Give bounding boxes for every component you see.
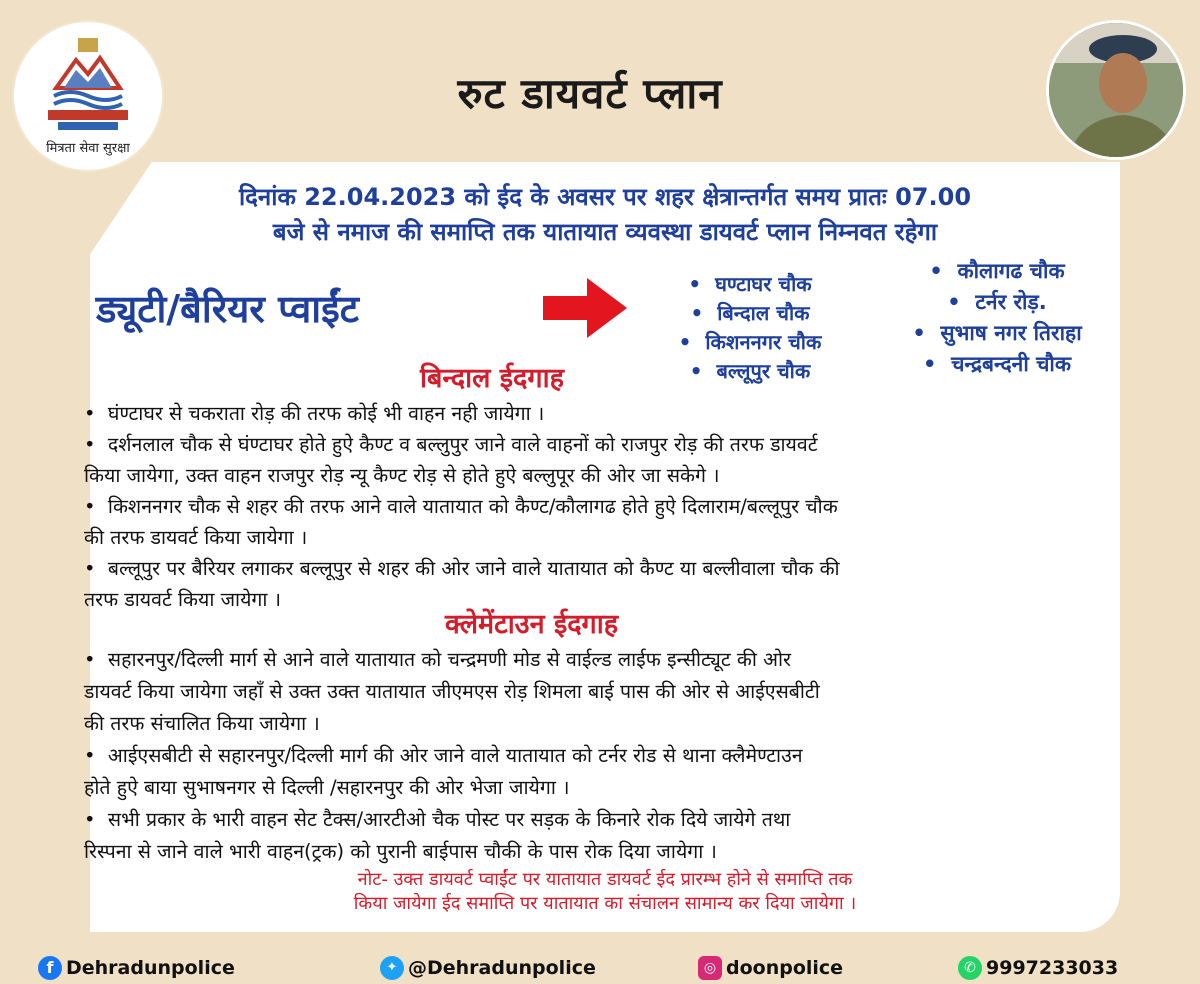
barrier-point: • बल्लूपुर चौक: [689, 359, 811, 383]
note-line-1: नोट- उक्त डायवर्ट प्वाईंट पर यातायात डायवर्ट ईद प्रारम्भ होने से समाप्ति तक: [357, 869, 853, 890]
whatsapp-icon: ✆: [958, 956, 982, 980]
headline-line-1: दिनांक 22.04.2023 को ईद के अवसर पर शहर क्षेत्रान्तर्गत समय प्रातः 07.00: [238, 183, 972, 211]
logo-motto: मित्रता सेवा सुरक्षा: [46, 141, 130, 156]
footer-instagram[interactable]: [698, 956, 843, 980]
section-title-bindal: बिन्दाल ईदगाह: [420, 363, 564, 394]
social-footer: [0, 948, 1200, 984]
note: [200, 868, 1010, 916]
duty-barrier-label: ड्यूटी/बैरियर प्वाईंट: [96, 287, 359, 331]
section-bindal-bullets: [84, 398, 1134, 615]
uttarakhand-police-logo: [14, 22, 162, 170]
bullet-item: • घंण्टाघर से चकराता रोड़ की तरफ कोई भी वाहन नही जायेगा ।: [84, 402, 545, 425]
police-emblem-icon: [48, 38, 128, 134]
headline-line-2: बजे से नमाज की समाप्ति तक यातायात व्यवस्था डायवर्ट प्लान निम्नवत रहेगा: [272, 218, 938, 246]
barrier-point: • कौलागढ चौक: [929, 259, 1065, 283]
section-clementown-bullets: [84, 644, 1134, 868]
barrier-point: • बिन्दाल चौक: [690, 301, 810, 325]
bullet-item: • आईएसबीटी से सहारनपुर/दिल्ली मार्ग की ओर जाने वाले यातायात को टर्नर रोड से थाना क्लैमेण्टाउन होते हुऐ बाया सुभाषनगर से दिल्ली /सहारनपुर की ओर भेजा जायेगा ।: [84, 744, 803, 799]
facebook-handle: Dehradunpolice: [66, 957, 235, 979]
bullet-item: • सभी प्रकार के भारी वाहन सेट टैक्स/आरटीओ चैक पोस्ट पर सड़क के किनारे रोक दिये जायेगे तथा रिस्पना से जाने वाले भारी वाहन(ट्रक) को पुरानी बाईपास चौकी के पास रोक दिया जायेगा ।: [84, 808, 791, 863]
barrier-point: • घण्टाघर चौक: [688, 272, 812, 296]
barrier-point: • टर्नर रोड़.: [947, 290, 1047, 314]
footer-facebook[interactable]: [38, 956, 235, 980]
bullet-item: • दर्शनलाल चौक से घंण्टाघर होते हुऐ कैण्ट व बल्लुपुर जाने वाले वाहनों को राजपुर रोड़ की तरफ डायवर्ट किया जायेगा, उक्त वाहन राजपुर रोड़ न्यू कैण्ट रोड़ से होते हुऐ बल्लुपूर की ओर जा सकेगे ।: [84, 433, 818, 487]
headline: [110, 180, 1100, 250]
whatsapp-number: 9997233033: [986, 957, 1119, 979]
note-line-2: किया जायेगा ईद समाप्ति पर यातायात का संचालन सामान्य कर दिया जायेगा ।: [353, 893, 857, 914]
bullet-item: • सहारनपुर/दिल्ली मार्ग से आने वाले यातायात को चन्द्रमणी मोड से वाईल्ड लाईफ इन्सीट्यूट की ओर डायवर्ट किया जायेगा जहाँ से उक्त उक्त यातायात जीएमएस रोड़ शिमला बाई पास की ओर से आईएसबीटी की तरफ संचालित किया जायेगा ।: [84, 648, 820, 735]
barrier-points-left: [640, 270, 860, 386]
facebook-icon: f: [38, 956, 62, 980]
officer-photo: [1046, 20, 1186, 160]
footer-whatsapp[interactable]: [958, 956, 1118, 980]
barrier-point: • किशननगर चौक: [678, 330, 822, 354]
twitter-handle: @Dehradunpolice: [408, 957, 596, 979]
barrier-point: • सुभाष नगर तिराहा: [912, 321, 1082, 345]
page-title: रुट डायवर्ट प्लान: [457, 69, 723, 118]
bullet-item: • किशननगर चौक से शहर की तरफ आने वाले यातायात को कैण्ट/कौलागढ होते हुऐ दिलाराम/बल्लूपुर चौक की तरफ डायवर्ट किया जायेगा ।: [84, 495, 838, 549]
barrier-points-right: [872, 256, 1122, 380]
twitter-icon: ✦: [380, 956, 404, 980]
barrier-point: • चन्द्रबन्दनी चौक: [923, 352, 1071, 376]
officer-portrait-icon: [1049, 23, 1183, 157]
footer-twitter[interactable]: [380, 956, 596, 980]
bullet-item: • बल्लूपुर पर बैरियर लगाकर बल्लूपुर से शहर की ओर जाने वाले यातायात को कैण्ट या बल्लीवाला चौक की तरफ डायवर्ट किया जायेगा ।: [84, 557, 840, 611]
red-arrow-icon: [543, 278, 627, 338]
instagram-icon: ◎: [698, 956, 722, 980]
section-title-clementown: क्लेमेंटाउन ईदगाह: [445, 609, 619, 640]
instagram-handle: doonpolice: [726, 957, 844, 979]
